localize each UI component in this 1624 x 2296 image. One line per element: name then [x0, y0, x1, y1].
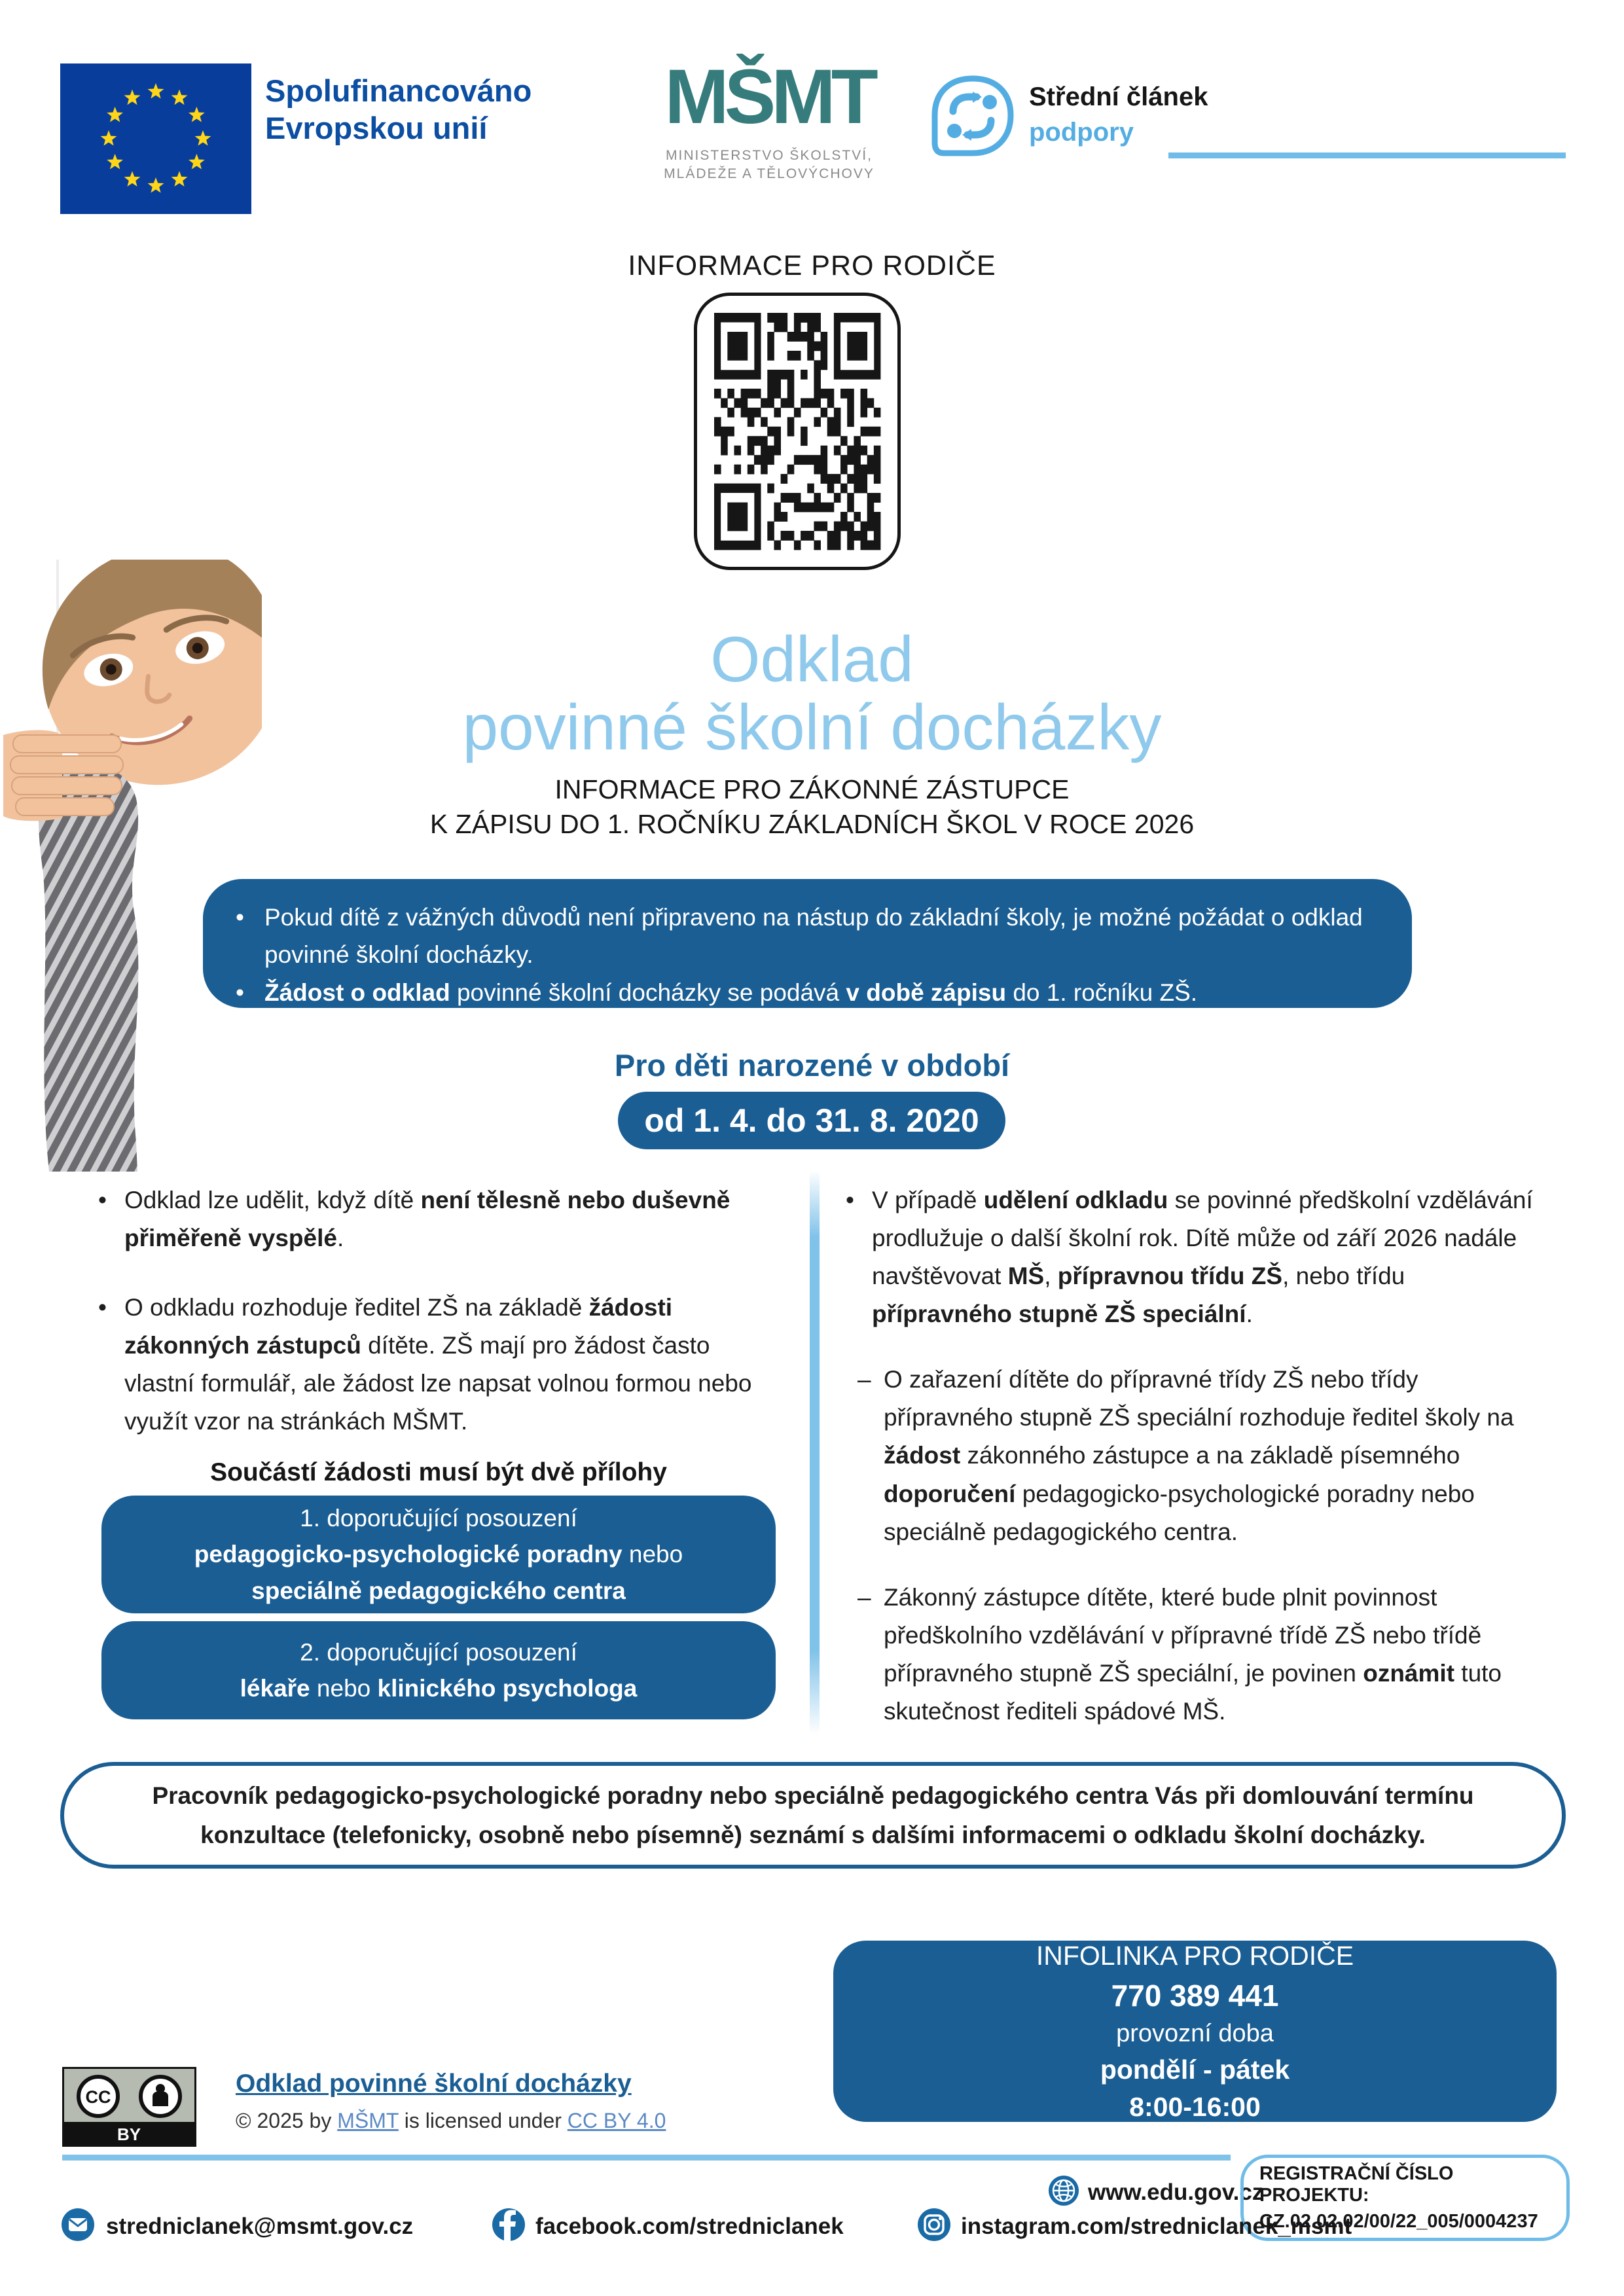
- attachments-heading: Součástí žádosti musí být dvě přílohy: [210, 1458, 667, 1486]
- attachment-box-2: 2. doporučující posouzení lékaře nebo klinického psychologa: [101, 1621, 776, 1719]
- registration-number: CZ.02.02.02/00/22_005/0004237: [1259, 2210, 1538, 2232]
- page-subtitle-line2: K ZÁPISU DO 1. ROČNÍKU ZÁKLADNÍCH ŠKOL V ROCE 2026: [429, 809, 1195, 839]
- svg-text:CC: CC: [85, 2087, 111, 2107]
- msmt-logo: [655, 52, 884, 184]
- globe-icon: [1047, 2174, 1080, 2207]
- svg-text:BY: BY: [117, 2125, 141, 2144]
- right-bullet: • V případě udělení odkladu se povinné předškolní vzdělávání prodlužuje o další školní rok. Dítě může od září 2026 nadále navštěvovat MŠ, přípravnou třídu ZŠ, nebo třídu přípravného stupně ZŠ speciální.: [846, 1181, 1540, 1333]
- consultation-note-text: Pracovník pedagogicko-psychologické poradny nebo speciálně pedagogického centra Vás při domlouvání termínu konzultace (telefonicky, osobně nebo písemně) seznámí s dalšími informacemi o odkladu školní docházky.: [152, 1782, 1474, 1848]
- header-accent-line: [1168, 152, 1566, 158]
- period-badge: od 1. 4. do 31. 8. 2020: [618, 1092, 1005, 1149]
- qr-section-heading: INFORMACE PRO RODIČE: [628, 250, 996, 281]
- infoline-hours-label: provozní doba: [1116, 2019, 1274, 2047]
- eu-cofunding-label: Spolufinancováno Evropskou unií: [265, 73, 532, 146]
- bullet-marker: •: [98, 1187, 107, 1213]
- license-line[interactable]: © 2025 by MŠMT is licensed under CC BY 4.0: [236, 2109, 666, 2132]
- left-bullet-2: • O odkladu rozhoduje ředitel ZŠ na základě žádosti zákonných zástupců dítěte. ZŠ mají pro žádost často vlastní formulář, ale žádost lze napsat volnou formou nebo využít vzor na stránkách MŠMT.: [98, 1289, 779, 1441]
- cc-by-badge: [62, 2067, 196, 2147]
- left-column: [98, 1181, 779, 1441]
- speech-bubble-arrows-icon: [929, 73, 1016, 165]
- facebook-icon: [491, 2207, 526, 2242]
- email-icon: [60, 2207, 96, 2242]
- bullet-marker: •: [236, 978, 244, 1006]
- footer-facebook[interactable]: facebook.com/stredniclanek: [535, 2214, 844, 2239]
- right-column: [846, 1181, 1540, 1731]
- attachment-box-1: 1. doporučující posouzení pedagogicko-psychologické poradny nebo speciálně pedagogického centra: [101, 1496, 776, 1613]
- period-heading: Pro děti narozené v období: [614, 1048, 1010, 1083]
- bullet-marker: •: [98, 1294, 107, 1321]
- right-dash-1: – O zařazení dítěte do přípravné třídy ZŠ nebo třídy přípravného stupně ZŠ speciální rozhoduje ředitel školy na žádost zákonného zástupce a na základě písemného doporučení pedagogicko-psychologické poradny nebo speciálně pedagogického centra.: [846, 1361, 1540, 1551]
- infoline-phone: 770 389 441: [1111, 1978, 1279, 2013]
- footer-instagram[interactable]: instagram.com/stredniclanek_msmt: [961, 2214, 1352, 2239]
- intro-banner: [203, 879, 1412, 1008]
- instagram-icon: [916, 2207, 952, 2242]
- consultation-note: [60, 1762, 1566, 1869]
- msmt-caption-line2: MLÁDEŽE A TĚLOVÝCHOVY: [664, 166, 875, 182]
- infoline-title: INFOLINKA PRO RODIČE: [1036, 1940, 1354, 1971]
- msmt-acronym: MŠMT: [664, 54, 874, 140]
- eu-flag-icon: [60, 63, 251, 214]
- column-divider: [810, 1170, 820, 1734]
- bullet-marker: •: [236, 904, 244, 931]
- footer-email[interactable]: stredniclanek@msmt.gov.cz: [106, 2214, 414, 2239]
- stredni-clanek-title: Střední článek: [1029, 82, 1208, 111]
- bullet-marker: •: [846, 1187, 854, 1213]
- stredni-clanek-subtitle: podpory: [1029, 118, 1134, 147]
- right-dash-2: – Zákonný zástupce dítěte, které bude plnit povinnost předškolního vzdělávání v přípravné třídě ZŠ nebo třídě přípravného stupně ZŠ speciální, je povinen oznámit tuto skutečnost řediteli spádové MŠ.: [846, 1579, 1540, 1731]
- msmt-caption-line1: MINISTERSTVO ŠKOLSTVÍ,: [666, 148, 873, 163]
- footer-website[interactable]: www.edu.gov.cz: [1088, 2179, 1264, 2205]
- registration-label: REGISTRAČNÍ ČÍSLO PROJEKTU:: [1259, 2162, 1454, 2206]
- page-title-line1: Odklad: [710, 623, 914, 695]
- infoline-time: 8:00-16:00: [1129, 2091, 1261, 2122]
- infoline-days: pondělí - pátek: [1100, 2054, 1290, 2085]
- footer-divider: [62, 2155, 1231, 2161]
- left-bullet-1: • Odklad lze udělit, když dítě není tělesně nebo duševně přiměřeně vyspělé.: [98, 1181, 779, 1257]
- page-subtitle-line1: INFORMACE PRO ZÁKONNÉ ZÁSTUPCE: [554, 774, 1070, 804]
- license-title-link[interactable]: Odklad povinné školní docházky: [236, 2070, 632, 2098]
- banner-bullet-2: • Žádost o odklad povinné školní docházky se podává v době zápisu do 1. ročníku ZŠ.: [236, 974, 1379, 1011]
- dash-marker: –: [857, 1366, 871, 1393]
- dash-marker: –: [857, 1583, 871, 1611]
- banner-bullet-1: • Pokud dítě z vážných důvodů není připraveno na nástup do základní školy, je možné požádat o odklad povinné školní docházky.: [236, 899, 1379, 974]
- infoline-box: [833, 1941, 1557, 2122]
- qr-code: [694, 293, 901, 570]
- page-title-line2: povinné školní docházky: [462, 691, 1162, 763]
